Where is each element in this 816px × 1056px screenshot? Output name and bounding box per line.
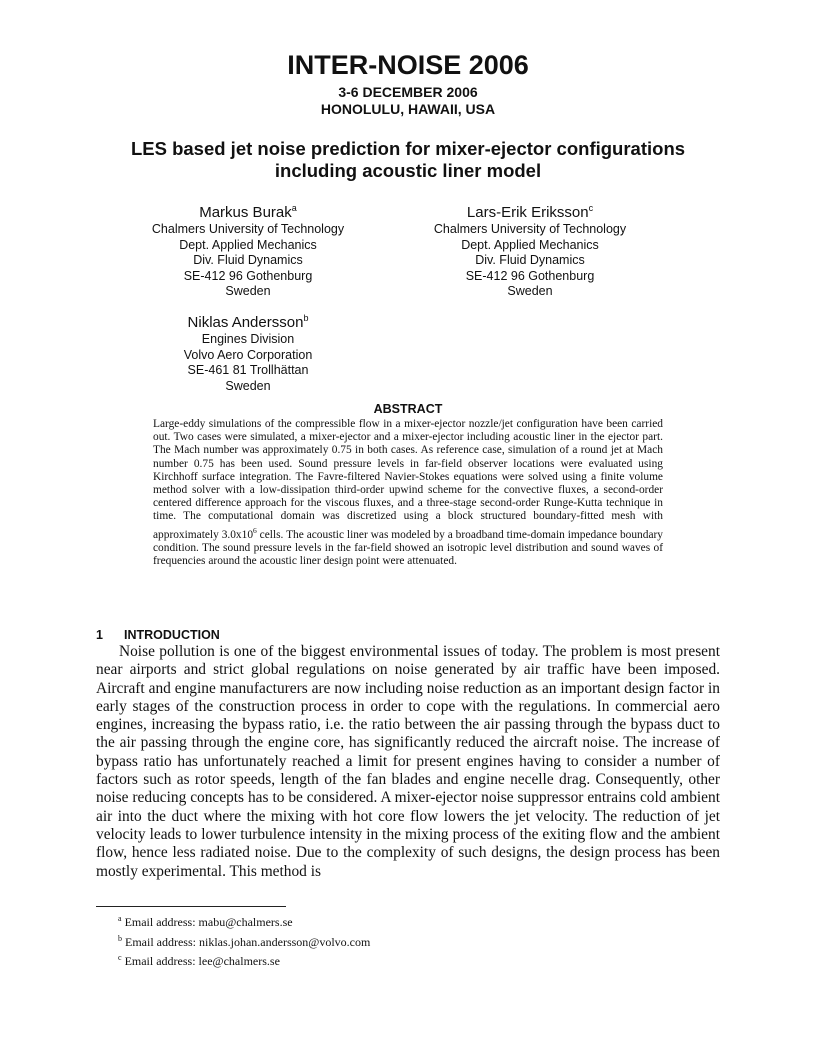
affiliation-line: Dept. Applied Mechanics xyxy=(179,237,317,252)
abstract-heading: ABSTRACT xyxy=(373,402,443,416)
affiliation-line: SE-412 96 Gothenburg xyxy=(465,268,595,283)
introduction-paragraph: Noise pollution is one of the biggest environmental issues of today. The problem is most present near airports and strict global regulations on noise generated by air traffic have been imposed. Aircraft and engine manufacturers are now including noise reduction as an important design factor in early stages of the construction process in order to cope with the regulations. In commercial aero engines, increasing the bypass ratio, i.e. the ratio between the air passing through the bypass duct to the air passing through the engine core, has significantly reduced the aircraft noise. The increase of bypass ratio has unfortunately reached a limit for present engines having to consider a number of factors such as rotor speeds, length of the fan blades and engine necelle drag. Consequently, other noise reducing concepts has to be considered. A mixer-ejector noise suppressor entrains cold ambient air into the duct where the mixing with hot core flow lowers the jet velocity. The reduction of jet velocity leads to lower turbulence intensity in the mixing process of the exiting flow and the ambient flow, hence less radiated noise. Due to the complexity of such designs, the design process has been mostly experimental. This method is xyxy=(96,643,720,880)
author-name: Markus Burak$^a$ xyxy=(199,203,297,221)
author-name: Niklas Andersson$^b$ xyxy=(187,313,309,331)
affiliation-line: Volvo Aero Corporation xyxy=(183,347,313,362)
affiliation-line: Chalmers University of Technology xyxy=(433,222,627,236)
affiliation-line: Div. Fluid Dynamics xyxy=(193,253,303,267)
affiliation-line: SE-461 81 Trollhättan xyxy=(187,363,309,377)
footnote-divider xyxy=(96,906,286,907)
affiliation-line: Chalmers University of Technology xyxy=(151,222,345,236)
conference-dates: 3-6 DECEMBER 2006 xyxy=(338,84,478,100)
footnotes xyxy=(118,911,370,970)
conference-title: INTER-NOISE 2006 xyxy=(287,50,529,80)
author-block-burak xyxy=(108,199,388,300)
conference-location: HONOLULU, HAWAII, USA xyxy=(320,101,496,117)
affiliation-line: Div. Fluid Dynamics xyxy=(475,253,585,267)
affiliation-line: Sweden xyxy=(225,284,271,298)
author-block-andersson xyxy=(108,309,388,394)
abstract-body: Large-eddy simulations of the compressible flow in a mixer-ejector nozzle/jet configuration have been carried out. Two cases were simulated, a mixer-ejector and a mixer-ejector including acoustic liner in the ejector part. The Mach number was approximately 0.75 in both cases. As reference case, simulation of a round jet at Mach number 0.75 has been used. Sound pressure levels in far-field observer locations were evaluated using Kirchhoff surface integration. The Favre-filtered Navier-Stokes equations were solved using a finite volume method solver with a low-dissipation third-order upwind scheme for the convective fluxes, a second-order centered difference approach for the viscous fluxes, and a three-stage second-order Runge-Kutta technique in time. The computational domain was discretized using a block structured boundary-fitted mesh with approximately $3.0x10^6$ cells. The acoustic liner was modeled by a broadband time-domain impedance boundary condition. The sound pressure levels in the far-field showed an isotropic level distribution and sound waves of frequencies around the acoustic liner design point were attenuated. xyxy=(153,418,663,567)
paper-title: LES based jet noise prediction for mixer-ejector configurations including acoustic liner model xyxy=(130,138,686,181)
author-name: Lars-Erik Eriksson$^c$ xyxy=(466,203,594,221)
footnote: $^b$ Email address: niklas.johan.andersson@volvo.com xyxy=(118,933,371,949)
author-footnote-mark: a xyxy=(291,203,297,213)
affiliation-line: Engines Division xyxy=(201,332,295,346)
affiliation-line: Dept. Applied Mechanics xyxy=(461,237,599,252)
affiliation-line: Sweden xyxy=(507,284,553,298)
section-title: INTRODUCTION xyxy=(124,628,220,642)
author-footnote-mark: b xyxy=(303,313,309,323)
affiliation-line: Sweden xyxy=(225,378,271,393)
section-number: 1 xyxy=(96,628,103,642)
exponent: 6 xyxy=(253,525,257,535)
footnote: $^c$ Email address: lee@chalmers.se xyxy=(118,953,280,968)
affiliation-line: SE-412 96 Gothenburg xyxy=(183,268,313,283)
author-block-eriksson xyxy=(390,199,670,300)
section-heading xyxy=(96,628,220,642)
author-footnote-mark: c xyxy=(588,203,594,213)
footnote: $^a$ Email address: mabu@chalmers.se xyxy=(118,914,293,929)
